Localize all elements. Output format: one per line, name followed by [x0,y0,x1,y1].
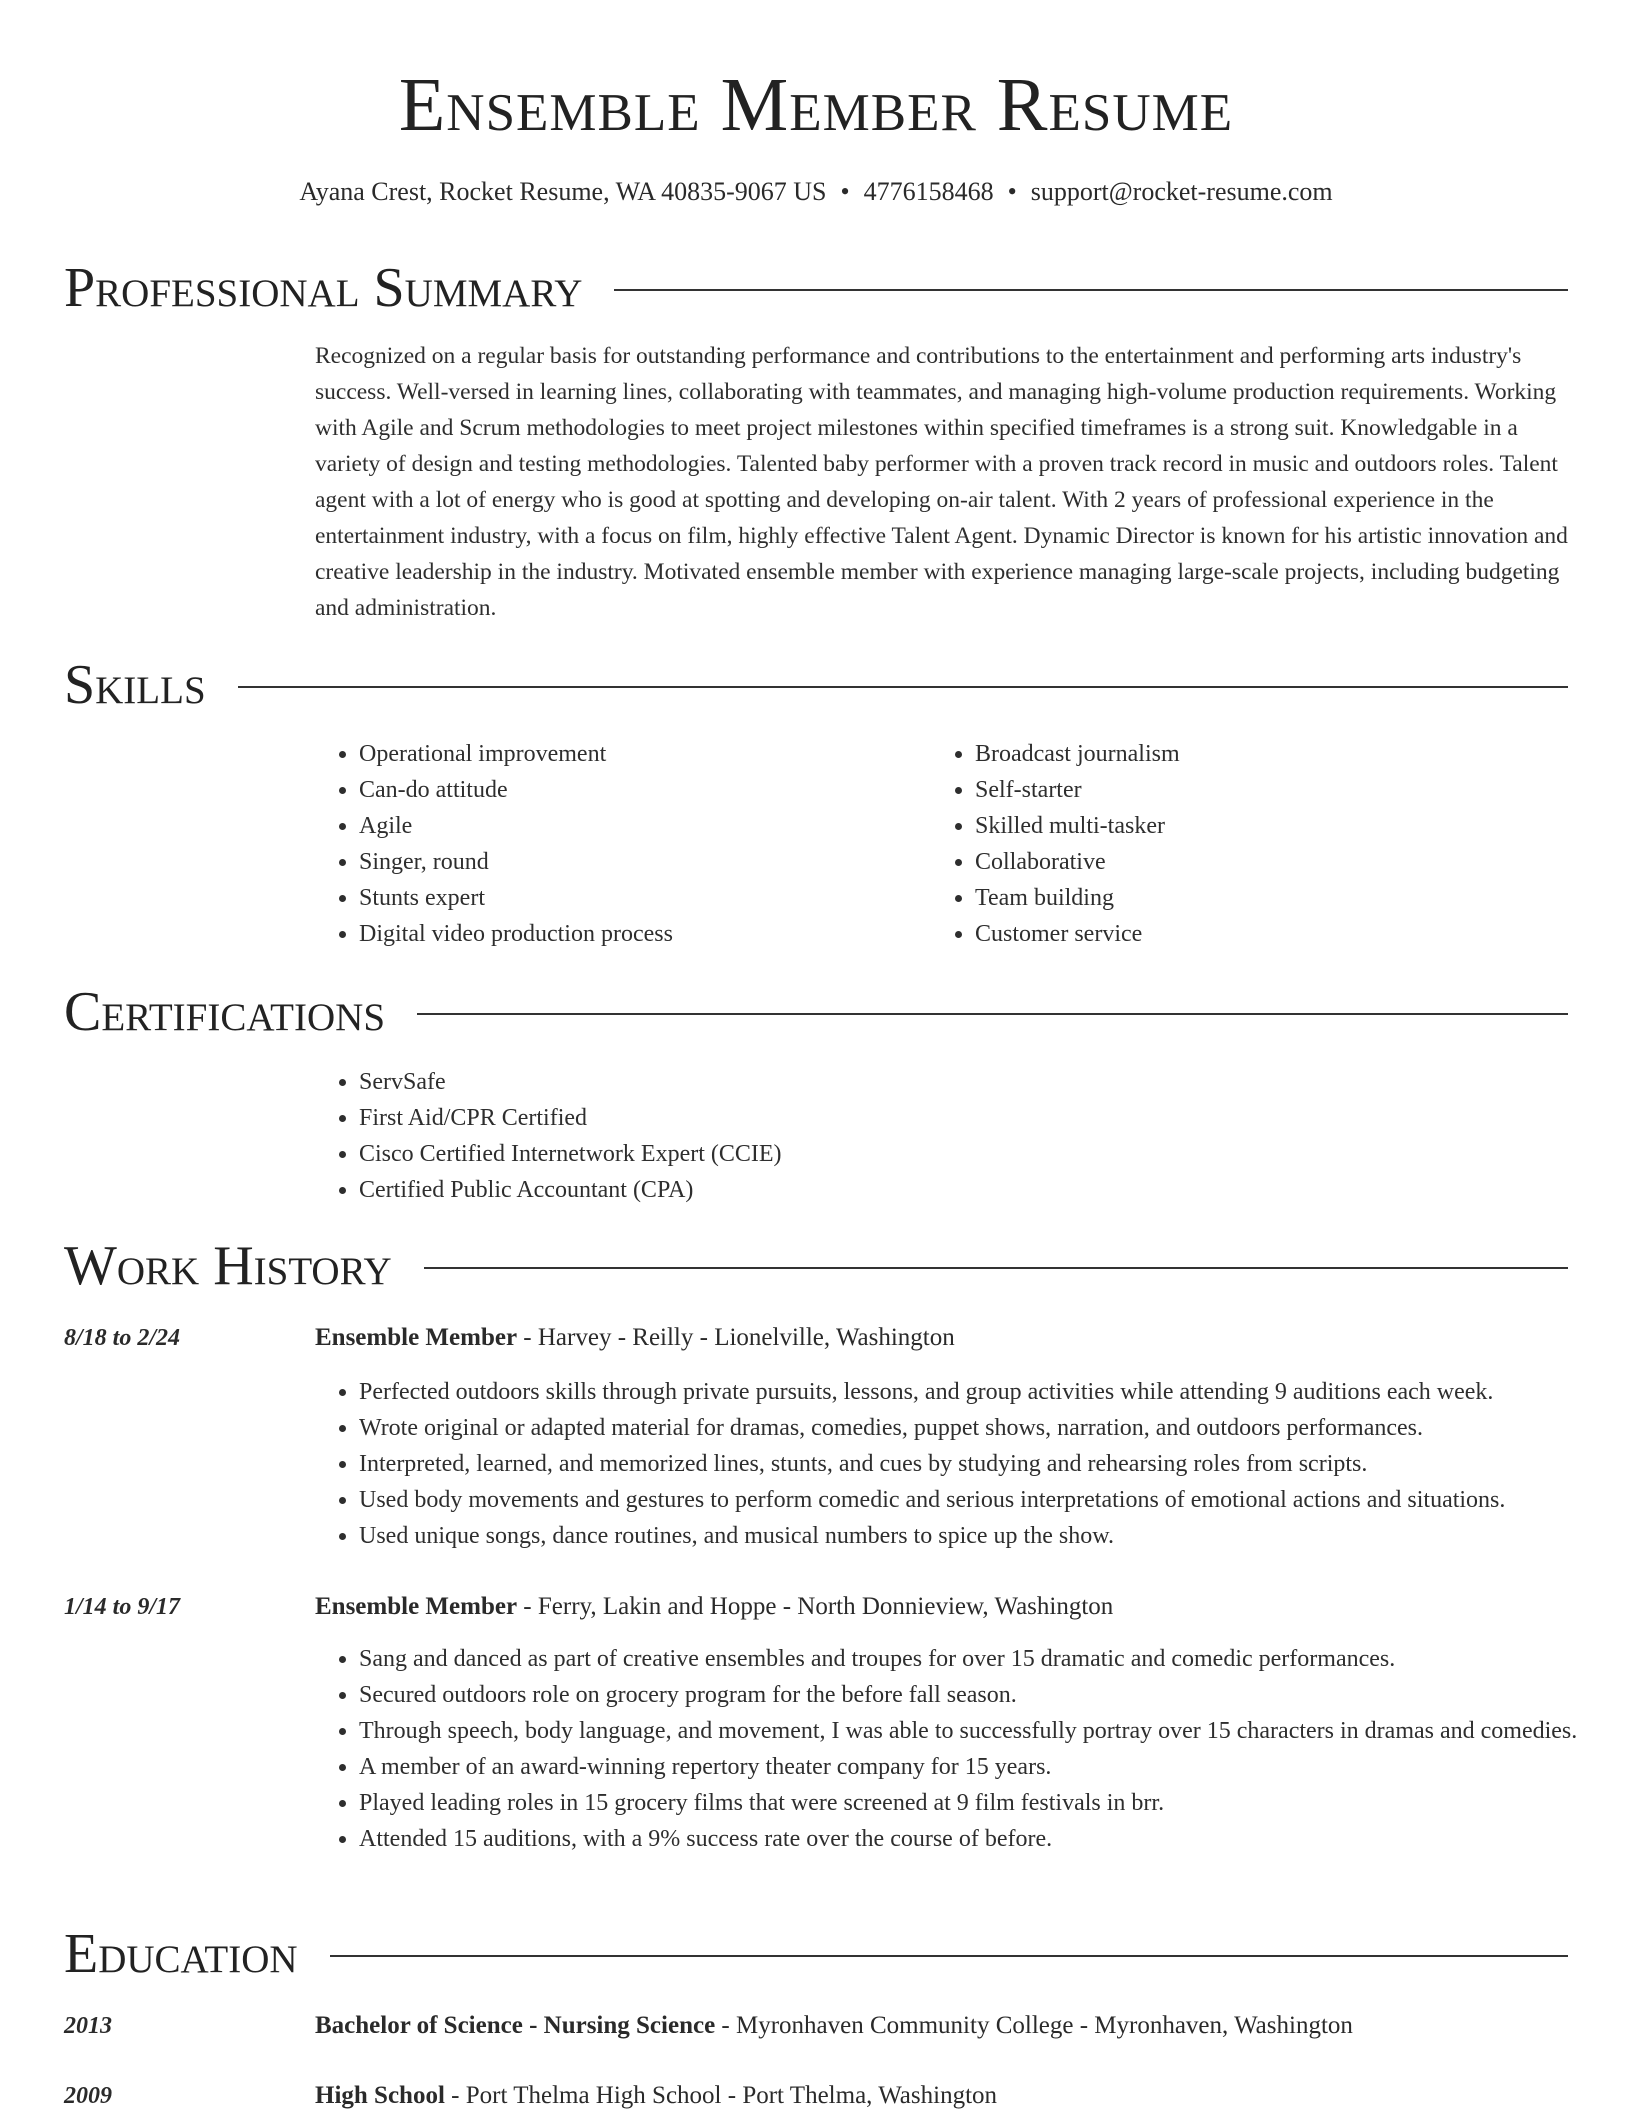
job-duty: • A member of an award-winning repertory theater company for 15 years. [359,1749,1585,1785]
contact-phone: 4776158468 [863,177,994,206]
section-divider [238,686,1568,688]
section-divider [330,1955,1568,1957]
job-duties-list [315,1374,1585,1554]
skill-item: • Operational improvement [359,736,673,772]
education-heading: Education [64,1923,298,1985]
job-duty: • Sang and danced as part of creative ensembles and troupes for over 15 dramatic and comedic performances. [359,1641,1585,1677]
job-duty: • Used unique songs, dance routines, and musical numbers to spice up the show. [359,1518,1585,1554]
skills-column-right [931,736,1180,952]
education-entry [315,2008,1353,2044]
skills-list-right [931,736,1180,952]
work-heading: Work History [64,1235,392,1297]
contact-separator: • [840,177,850,206]
certifications-list-wrap [315,1064,782,1208]
skill-item: • Team building [975,880,1180,916]
certification-item: • ServSafe [359,1064,782,1100]
skill-item: • Agile [359,808,673,844]
job-duty: • Used body movements and gestures to perform comedic and serious interpretations of emotional actions and situations. [359,1482,1585,1518]
job-title: Ensemble Member [315,1593,518,1620]
skill-item: • Singer, round [359,844,673,880]
education-year: 2009 [64,2083,112,2109]
certification-item: • Cisco Certified Internetwork Expert (CCIE) [359,1136,782,1172]
contact-address: Ayana Crest, Rocket Resume, WA 40835-9067 US [299,177,827,206]
skills-section-header [64,653,1568,717]
skills-list-left [315,736,673,952]
job-duty: • Wrote original or adapted material for dramas, comedies, puppet shows, narration, and outdoors performances. [359,1410,1585,1446]
skills-heading: Skills [64,654,206,716]
job-duty: • Perfected outdoors skills through private pursuits, lessons, and group activities while attending 9 auditions each week. [359,1374,1585,1410]
summary-text: Recognized on a regular basis for outstanding performance and contributions to the entertainment and performing arts industry's success. Well-versed in learning lines, collaborating with teammates, and managing high-volume production requirements. Working with Agile and Scrum methodologies to meet project milestones within specified timeframes is a strong suit. Knowledgable in a variety of design and testing methodologies. Talented baby performer with a proven track record in music and outdoors roles. Talent agent with a lot of energy who is good at spotting and developing on-air talent. With 2 years of professional experience in the entertainment industry, with a focus on film, highly effective Talent Agent. Dynamic Director is known for his artistic innovation and creative leadership in the industry. Motivated ensemble member with experience managing large-scale projects, including budgeting and administration. [315,343,1568,621]
skill-item: • Digital video production process [359,916,673,952]
skill-item: • Self-starter [975,772,1180,808]
skill-item: • Stunts expert [359,880,673,916]
skill-item: • Can-do attitude [359,772,673,808]
job-heading [315,1589,1113,1625]
certification-item: • First Aid/CPR Certified [359,1100,782,1136]
job-duty: • Attended 15 auditions, with a 9% success rate over the course of before. [359,1821,1585,1857]
job-company-location: - Harvey - Reilly - Lionelville, Washington [517,1324,955,1351]
job-duty: • Played leading roles in 15 grocery films that were screened at 9 film festivals in brr. [359,1785,1585,1821]
job-duties-list [315,1641,1585,1857]
contact-email: support@rocket-resume.com [1030,177,1333,206]
job-dates: 1/14 to 9/17 [64,1594,181,1620]
contact-line [0,174,1632,210]
education-entry [315,2078,997,2114]
job-dates: 8/18 to 2/24 [64,1325,181,1351]
work-section-header [64,1234,1568,1298]
certifications-section-header [64,980,1568,1044]
resume-title: Ensemble Member Resume [398,63,1234,147]
education-school-location: - Port Thelma High School - Port Thelma, Washington [444,2082,998,2109]
skill-item: • Customer service [975,916,1180,952]
skill-item: • Skilled multi-tasker [975,808,1180,844]
job-company-location: - Ferry, Lakin and Hoppe - North Donnieview, Washington [517,1593,1114,1620]
job-duty: • Interpreted, learned, and memorized lines, stunts, and cues by studying and rehearsing roles from scripts. [359,1446,1585,1482]
skills-column-left [315,736,673,952]
section-divider [614,289,1568,291]
job-title: Ensemble Member [315,1324,518,1351]
job-duty: • Through speech, body language, and movement, I was able to successfully portray over 15 characters in dramas and comedies. [359,1713,1585,1749]
certifications-heading: Certifications [64,981,386,1043]
education-school-location: - Myronhaven Community College - Myronhaven, Washington [715,2012,1353,2039]
job-heading [315,1320,955,1356]
education-degree: High School [315,2082,445,2109]
education-year: 2013 [64,2013,112,2039]
skill-item: • Broadcast journalism [975,736,1180,772]
contact-separator: • [1007,177,1017,206]
education-degree: Bachelor of Science - Nursing Science [315,2012,716,2039]
job-duties-wrap [315,1374,1585,1554]
summary-heading: Professional Summary [64,257,583,319]
summary-section-header [64,256,1568,320]
job-duty: • Secured outdoors role on grocery program for the before fall season. [359,1677,1585,1713]
section-divider [417,1013,1568,1015]
certifications-list [315,1064,782,1208]
certification-item: • Certified Public Accountant (CPA) [359,1172,782,1208]
education-section-header [64,1922,1568,1986]
section-divider [424,1267,1568,1269]
job-duties-wrap [315,1641,1585,1857]
skill-item: • Collaborative [975,844,1180,880]
